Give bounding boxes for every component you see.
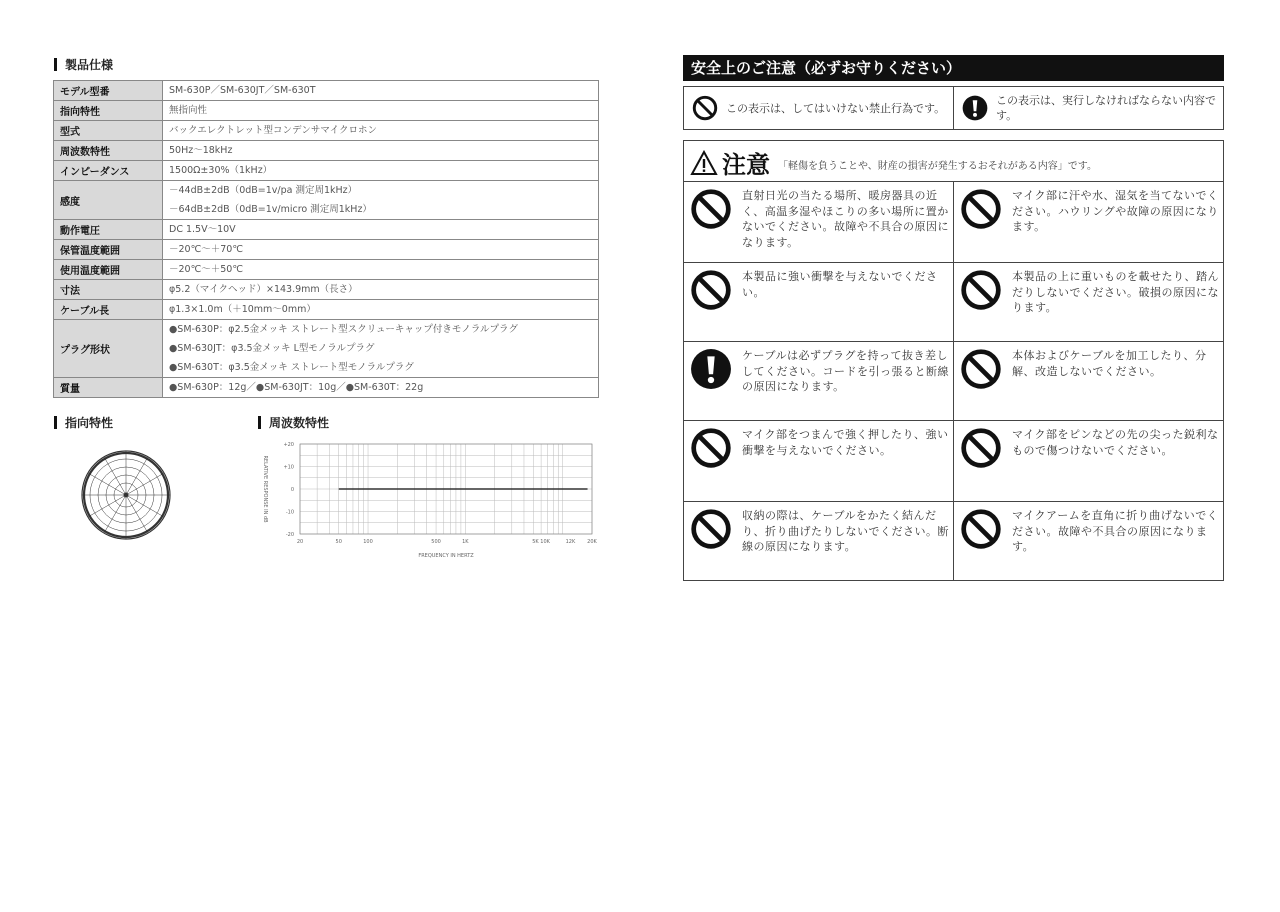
- spec-row: [54, 300, 599, 320]
- x-tick-label: 20: [296, 539, 304, 545]
- caution-item: [954, 341, 1223, 420]
- caution-box: [683, 140, 1224, 581]
- spec-value: [163, 101, 599, 121]
- frequency-chart: [256, 436, 606, 560]
- spec-value-line: DC 1.5V～10V: [169, 224, 236, 235]
- spec-value: [163, 300, 599, 320]
- spec-value-line: ●SM-630P：12g／●SM-630JT：10g／●SM-630T：22g: [169, 382, 424, 393]
- spec-label: モデル型番: [54, 81, 163, 101]
- spec-value-line: －64dB±2dB（0dB=1v/micro 測定周1kHz）: [169, 204, 372, 215]
- y-tick-label: +10: [283, 464, 294, 471]
- polar-spoke: [88, 473, 126, 495]
- spec-value: [163, 121, 599, 141]
- x-axis-label: FREQUENCY IN HERTZ: [418, 553, 474, 559]
- polar-spoke: [126, 495, 164, 517]
- caution-item: [684, 420, 954, 501]
- prohibition-icon: [960, 269, 1002, 311]
- spec-label: 動作電圧: [54, 220, 163, 240]
- spec-label: 周波数特性: [54, 141, 163, 161]
- prohibition-icon: [692, 95, 718, 121]
- prohibition-icon: [690, 269, 732, 311]
- prohibition-icon: [960, 427, 1002, 469]
- y-tick-label: 0: [290, 487, 294, 493]
- column-divider: [953, 181, 954, 581]
- x-tick-label: 12K: [565, 539, 576, 545]
- caution-item-text: ケーブルは必ずプラグを持って抜き差ししてください。コードを引っ張ると断線の原因になります。: [742, 349, 949, 393]
- caution-item-text: 本製品の上に重いものを載せたり、踏んだりしないでください。破損の原因になります。: [1012, 270, 1219, 314]
- spec-row: [54, 220, 599, 240]
- spec-row: [54, 161, 599, 181]
- spec-row: [54, 280, 599, 300]
- spec-value: [163, 81, 599, 101]
- spec-table: [53, 80, 599, 398]
- y-tick-label: -20: [285, 532, 294, 538]
- legend-prohibition: この表示は、してはいけない禁止行為です。: [683, 86, 954, 130]
- spec-value: [163, 320, 599, 378]
- caution-item: [954, 501, 1223, 581]
- caution-item-text: 本製品に強い衝撃を与えないでください。: [742, 270, 938, 299]
- caution-item: [954, 420, 1223, 501]
- safety-header: 安全上のご注意（必ずお守りください）: [683, 55, 1224, 81]
- spec-row: [54, 240, 599, 260]
- caution-item-text: マイク部に汗や水、湿気を当てないでください。ハウリングや故障の原因になります。: [1012, 189, 1219, 233]
- spec-value-line: －20℃～＋70℃: [169, 244, 244, 255]
- spec-label: 保管温度範囲: [54, 240, 163, 260]
- caution-item-text: マイクアームを直角に折り曲げないでください。故障や不具合の原因になります。: [1012, 509, 1219, 553]
- spec-row: [54, 260, 599, 280]
- specs-title: 製品仕様: [54, 56, 113, 73]
- spec-row: [54, 101, 599, 121]
- x-tick-label: 500: [431, 539, 441, 545]
- spec-row: [54, 181, 599, 220]
- spec-value: [163, 141, 599, 161]
- prohibition-icon: [690, 508, 732, 550]
- spec-value-line: 50Hz～18kHz: [169, 145, 233, 156]
- spec-value: [163, 181, 599, 220]
- spec-value: [163, 260, 599, 280]
- spec-value-line: ●SM-630P：φ2.5金メッキ ストレート型スクリューキャップ付きモノラルプラグ: [169, 324, 519, 335]
- spec-value-line: ●SM-630T：φ3.5金メッキ ストレート型モノラルプラグ: [169, 362, 414, 373]
- polar-spoke: [104, 457, 126, 495]
- spec-label: 型式: [54, 121, 163, 141]
- polar-diagram: [64, 436, 188, 554]
- polar-spoke: [104, 495, 126, 533]
- mandatory-icon: [962, 95, 988, 121]
- x-tick-label: 50: [335, 539, 342, 545]
- prohibition-icon: [960, 348, 1002, 390]
- prohibition-icon: [690, 188, 732, 230]
- y-tick-label: +20: [283, 442, 294, 448]
- x-tick-label: 20K: [587, 539, 597, 545]
- y-tick-label: -10: [285, 509, 294, 516]
- x-tick-label: 100: [363, 539, 373, 545]
- mandatory-icon: [690, 348, 732, 390]
- spec-value: [163, 220, 599, 240]
- spec-row: [54, 81, 599, 101]
- polar-title: 指向特性: [54, 414, 113, 431]
- spec-value-line: バックエレクトレット型コンデンサマイクロホン: [169, 125, 377, 136]
- prohibition-icon: [960, 508, 1002, 550]
- spec-label: 使用温度範囲: [54, 260, 163, 280]
- spec-value-line: SM-630P／SM-630JT／SM-630T: [169, 85, 316, 96]
- caution-item-text: マイク部をピンなどの先の尖った鋭利なもので傷つけないでください。: [1012, 428, 1219, 457]
- spec-label: 質量: [54, 378, 163, 398]
- x-tick-label: 1K: [462, 539, 469, 545]
- spec-value-line: 1500Ω±30%（1kHz）: [169, 165, 273, 176]
- prohibition-icon: [690, 427, 732, 469]
- spec-value-line: φ5.2（マイクヘッド）×143.9mm（長さ）: [169, 284, 358, 295]
- caution-item: [954, 262, 1223, 341]
- spec-row: [54, 320, 599, 378]
- spec-value: [163, 378, 599, 398]
- freq-title: 周波数特性: [258, 414, 329, 431]
- spec-label: 寸法: [54, 280, 163, 300]
- spec-label: プラグ形状: [54, 320, 163, 378]
- polar-spoke: [88, 495, 126, 517]
- spec-value-line: φ1.3×1.0m（＋10mm～0mm）: [169, 304, 316, 315]
- caution-description: 「軽傷を負うことや、財産の損害が発生するおそれがある内容」です。: [778, 161, 1097, 172]
- spec-label: 感度: [54, 181, 163, 220]
- spec-label: インピーダンス: [54, 161, 163, 181]
- polar-center: [124, 493, 128, 497]
- caution-item: [684, 181, 954, 262]
- spec-value-line: －20℃～＋50℃: [169, 264, 244, 275]
- spec-value-line: ●SM-630JT：φ3.5金メッキ L型モノラルプラグ: [169, 343, 375, 354]
- spec-value-line: －44dB±2dB（0dB=1v/pa 測定周1kHz）: [169, 185, 358, 196]
- spec-value: [163, 280, 599, 300]
- caution-item-text: 収納の際は、ケーブルをかたく結んだり、折り曲げたりしないでください。断線の原因になります。: [742, 509, 949, 553]
- caution-word: 注意: [722, 151, 770, 179]
- spec-value-line: 無指向性: [169, 105, 208, 116]
- spec-value: [163, 240, 599, 260]
- spec-value: [163, 161, 599, 181]
- caution-item-text: 直射日光の当たる場所、暖房器具の近く、高温多湿やほこりの多い場所に置かないでください。故障や不具合の原因になります。: [742, 189, 949, 249]
- spec-row: [54, 141, 599, 161]
- caution-item: [954, 181, 1223, 262]
- caution-item-text: 本体およびケーブルを加工したり、分解、改造しないでください。: [1012, 349, 1207, 378]
- caution-item: [684, 341, 954, 420]
- polar-spoke: [126, 473, 164, 495]
- spec-row: [54, 121, 599, 141]
- spec-label: ケーブル長: [54, 300, 163, 320]
- polar-spoke: [126, 457, 148, 495]
- spec-label: 指向特性: [54, 101, 163, 121]
- caution-item: [684, 262, 954, 341]
- caution-item-text: マイク部をつまんで強く押したり、強い衝撃を与えないでください。: [742, 428, 949, 457]
- warning-triangle-icon: [690, 150, 718, 176]
- legend-mandatory: この表示は、実行しなければならない内容です。: [953, 86, 1224, 130]
- caution-item: [684, 501, 954, 581]
- polar-spoke: [126, 495, 148, 533]
- spec-row: [54, 378, 599, 398]
- x-tick-label: 5K 10K: [532, 539, 550, 545]
- caution-heading: [690, 145, 1097, 180]
- y-axis-label: RELATIVE RESPONSE IN dB: [262, 455, 268, 523]
- prohibition-icon: [960, 188, 1002, 230]
